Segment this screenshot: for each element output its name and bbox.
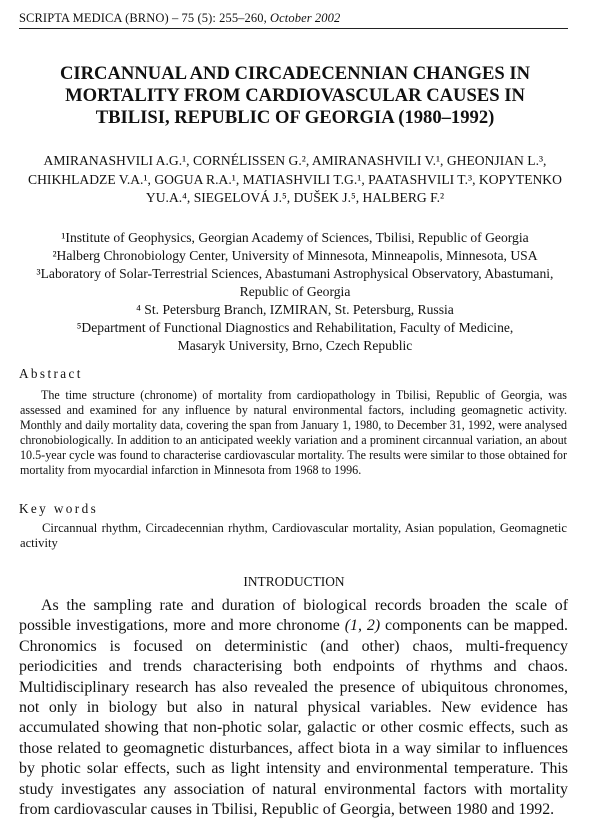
running-head: [19, 11, 340, 26]
abstract-text: The time structure (chronome) of mortality from cardiopathology in Tbilisi, Republic of Georgia, was assessed and examined for any influence by natural environmental factors, including geomagnetic activity. Monthly and daily mortality data, covering the span from January 1, 1980, to December 31, 1992, were analysed chronobiologically. In addition to an anticipated weekly variation and a prominent circannual variation, an about 10.5-year cycle was found to characterise cardiovascular mortality. The results were similar to those obtained for mortality from myocardial infarction in Minnesota from 1968 to 1996.: [20, 388, 567, 478]
header-rule: [19, 28, 568, 29]
introduction-paragraph: [19, 596, 568, 820]
introduction-text-part: components can be mapped. Chronomics is focused on deterministic (and other) chaos, multi-frequency periodicities and trends characterising both endpoints of rhythms and chaos. Multidisciplinary research has also revealed the presence of ubiquitous chronomes, not only in biology but also in natural physical variables. New evidence has accumulated showing that non-photic solar, galactic or other cosmic effects, such as those related to geomagnetic disturbances, affect biota in a way similar to influences by photic solar effects, such as light intensity and environmental temperature. This study investigates any association of natural environmental factors with mortality from cardiovascular causes in Tbilisi, Republic of Georgia, between 1980 and 1992.: [19, 617, 568, 819]
affiliation-line: ⁴ St. Petersburg Branch, IZMIRAN, St. Petersburg, Russia: [136, 302, 454, 317]
affiliation-line: ¹Institute of Geophysics, Georgian Academy of Sciences, Tbilisi, Republic of Georgia: [61, 230, 529, 245]
abstract-heading: Abstract: [19, 366, 83, 381]
issue-date: October 2002: [270, 11, 341, 25]
journal-citation: SCRIPTA MEDICA (BRNO) – 75 (5): 255–260,: [19, 11, 271, 25]
affiliation-line: Republic of Georgia: [239, 284, 351, 299]
affiliation-line: ⁵Department of Functional Diagnostics and Rehabilitation, Faculty of Medicine,: [76, 320, 514, 335]
title-line: TBILISI, REPUBLIC OF GEORGIA (1980–1992): [95, 107, 495, 128]
keywords-text: Circannual rhythm, Circadecennian rhythm, Cardiovascular mortality, Asian population, Geomagnetic activity: [20, 521, 567, 551]
affiliation-line: ²Halberg Chronobiology Center, University of Minnesota, Minneapolis, Minnesota, USA: [52, 248, 538, 263]
reference-citation: (1, 2): [344, 617, 381, 635]
affiliation-list: [20, 229, 570, 355]
keywords-heading: Key words: [19, 501, 99, 516]
title-line: MORTALITY FROM CARDIOVASCULAR CAUSES IN: [65, 85, 525, 106]
article-title: [20, 63, 570, 129]
introduction-heading: INTRODUCTION: [243, 574, 345, 589]
author-line: AMIRANASHVILI A.G.¹, CORNÉLISSEN G.², AMIRANASHVILI V.¹, GHEONJIAN L.³,: [43, 153, 547, 168]
title-line: CIRCANNUAL AND CIRCADECENNIAN CHANGES IN: [59, 63, 531, 84]
author-list: [20, 152, 570, 208]
affiliation-line: Masaryk University, Brno, Czech Republic: [177, 338, 413, 353]
author-line: YU.A.⁴, SIEGELOVÁ J.⁵, DUŠEK J.⁵, HALBERG F.²: [145, 190, 445, 205]
author-line: CHIKHLADZE V.A.¹, GOGUA R.A.¹, MATIASHVILI T.G.¹, PAATASHVILI T.³, KOPYTENKO: [28, 171, 562, 187]
introduction-text-part: As the sampling rate and duration of biological records broaden the scale of possible investigations, more and more chronome: [19, 597, 568, 635]
affiliation-line: ³Laboratory of Solar-Terrestrial Sciences, Abastumani Astrophysical Observatory, Abastumani,: [36, 266, 554, 281]
